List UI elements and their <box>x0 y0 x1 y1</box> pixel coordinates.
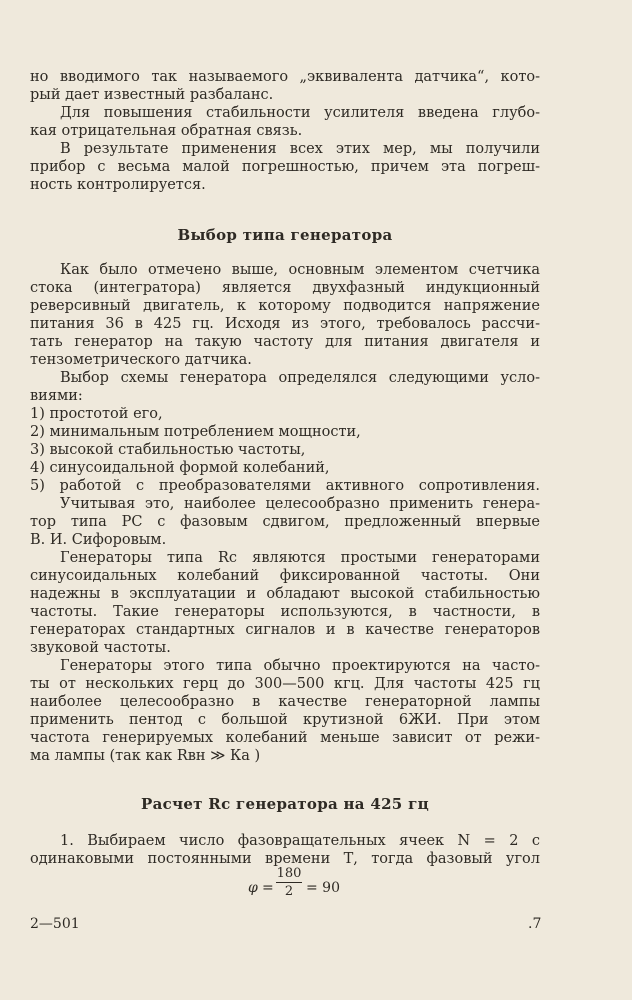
text-line: стока (интегратора) является двухфазный индукционный <box>30 280 540 296</box>
list-item: 2) минимальным потреблением мощности, <box>30 424 361 440</box>
section-heading: Выбор типа генератора <box>177 226 393 244</box>
formula-lhs: φ <box>248 880 258 896</box>
formula-fraction <box>276 866 302 899</box>
text-line: звуковой частоты. <box>30 640 171 656</box>
text-line: ма лампы (так как Rвн ≫ Ка ) <box>30 748 261 764</box>
list-item: 5) работой с преобразователями активного сопротивления. <box>30 478 540 494</box>
text-line: но вводимого так называемого „эквивалента датчика“, кото- <box>30 69 540 85</box>
text-line: виями: <box>30 388 83 404</box>
page-number: .7 <box>528 916 542 932</box>
text-line: ность контролируется. <box>30 177 206 193</box>
text-line: синусоидальных колебаний фиксированной частоты. Они <box>30 568 540 584</box>
fraction-bar <box>276 882 302 883</box>
text-line: Как было отмечено выше, основным элементом счетчика <box>60 262 540 278</box>
text-line: Учитывая это, наиболее целесообразно применить генера- <box>60 496 540 512</box>
text-line: частоты. Такие генераторы используются, в частности, в <box>30 604 540 620</box>
text-line: частота генерируемых колебаний меньше зависит от режи- <box>30 730 540 746</box>
text-line: надежны в эксплуатации и обладают высокой стабильностью <box>30 586 540 602</box>
formula-numerator: 180 <box>276 866 302 881</box>
list-item: 4) синусоидальной формой колебаний, <box>30 460 330 476</box>
text-line: В. И. Сифоровым. <box>30 532 167 548</box>
text-line: Выбор схемы генератора определялся следующими усло- <box>60 370 540 386</box>
text-line: кая отрицательная обратная связь. <box>30 123 303 139</box>
text-line: тор типа РС с фазовым сдвигом, предложенный впервые <box>30 514 540 530</box>
formula-denominator: 2 <box>284 884 294 899</box>
text-line: тать генератор на такую частоту для питания двигателя и <box>30 334 540 350</box>
text-line: Генераторы этого типа обычно проектируются на часто- <box>60 658 540 674</box>
text-line: применить пентод с большой крутизной 6ЖИ. При этом <box>30 712 540 728</box>
text-line: Генераторы типа Rc являются простыми генераторами <box>60 550 540 566</box>
text-line: наиболее целесообразно в качестве генераторной лампы <box>30 694 540 710</box>
text-line: генераторах стандартных сигналов и в качестве генераторов <box>30 622 540 638</box>
formula-rhs: = 90 <box>306 880 340 896</box>
text-line: реверсивный двигатель, к которому подводится напряжение <box>30 298 540 314</box>
section-heading: Расчет Rc генератора на 425 гц <box>141 795 429 813</box>
text-line: питания 36 в 425 гц. Исходя из этого, требовалось рассчи- <box>30 316 540 332</box>
text-line: тензометрического датчика. <box>30 352 252 368</box>
phase-angle-formula <box>248 866 358 910</box>
printer-signature: 2—501 <box>30 916 80 932</box>
text-line: 1. Выбираем число фазовращательных ячеек N = 2 с <box>60 833 540 849</box>
text-line: Для повышения стабильности усилителя введена глубо- <box>60 105 540 121</box>
list-item: 3) высокой стабильностью частоты, <box>30 442 306 458</box>
formula-equals: = <box>262 880 274 896</box>
text-line: прибор с весьма малой погрешностью, причем эта погреш- <box>30 159 540 175</box>
list-item: 1) простотой его, <box>30 406 163 422</box>
text-line: ты от нескольких герц до 300—500 кгц. Для частоты 425 гц <box>30 676 540 692</box>
text-line: одинаковыми постоянными времени Т, тогда фазовый угол <box>30 851 540 867</box>
text-line: В результате применения всех этих мер, мы получили <box>60 141 540 157</box>
text-line: рый дает известный разбаланс. <box>30 87 274 103</box>
